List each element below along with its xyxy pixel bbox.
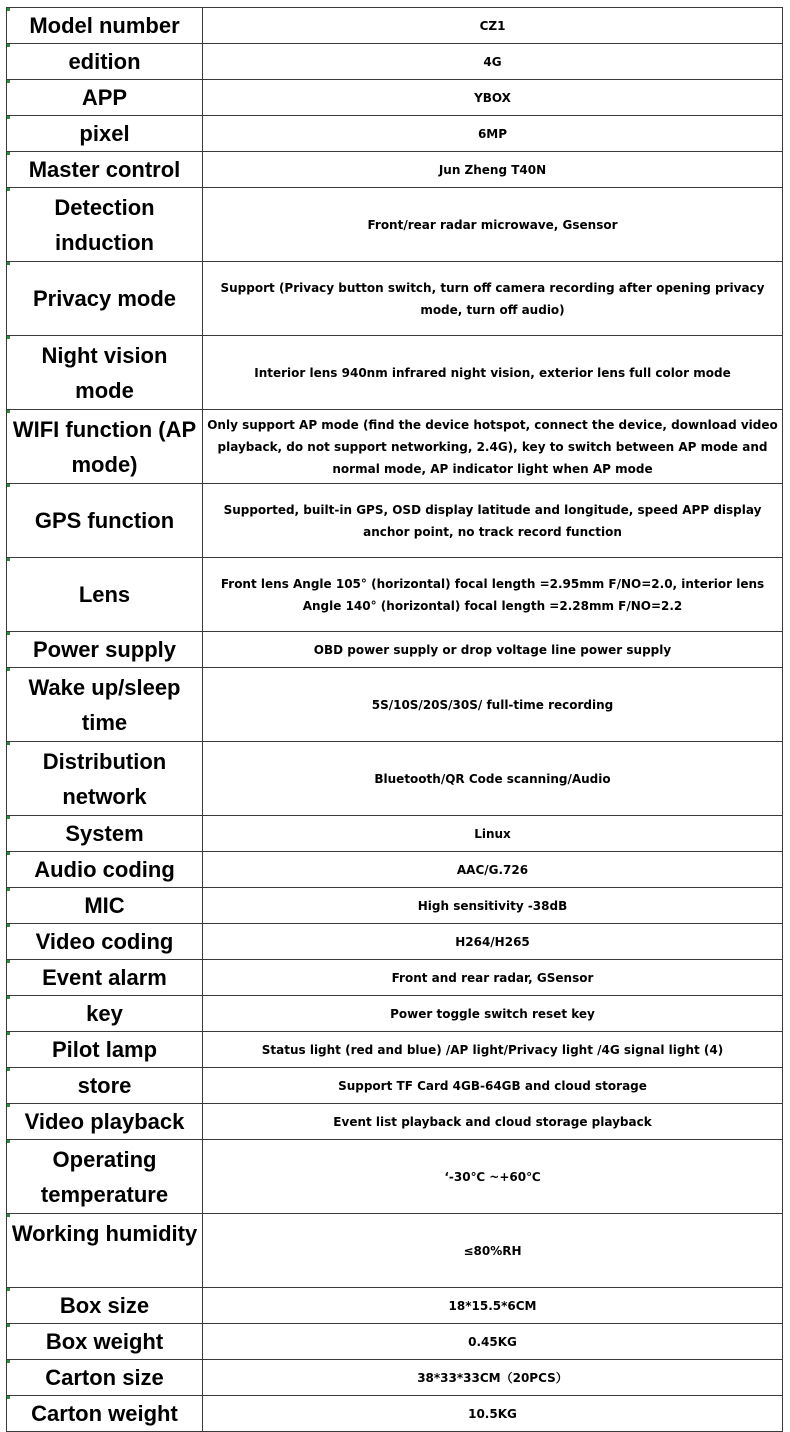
row-value: Status light (red and blue) /AP light/Privacy light /4G signal light (4) [203,1032,783,1068]
row-label: Audio coding [7,852,203,888]
table-row [7,1324,783,1360]
row-value: Front lens Angle 105° (horizontal) focal length =2.95mm F/NO=2.0, interior lens Angle 140° (horizontal) focal length =2.28mm F/NO=2.2 [203,558,783,632]
row-label: GPS function [7,484,203,558]
table-row [7,484,783,558]
table-row [7,8,783,44]
row-label: Carton size [7,1360,203,1396]
table-row [7,960,783,996]
table-row [7,44,783,80]
table-row [7,668,783,742]
row-label: Pilot lamp [7,1032,203,1068]
row-label: Box size [7,1288,203,1324]
row-label: edition [7,44,203,80]
row-label: WIFI function (AP mode) [7,410,203,484]
row-value: ‘-30℃ ~+60℃ [203,1140,783,1214]
row-value: Jun Zheng T40N [203,152,783,188]
row-value: 38*33*33CM（20PCS） [203,1360,783,1396]
table-row [7,1068,783,1104]
row-value: 0.45KG [203,1324,783,1360]
row-value: ≤80%RH [203,1214,783,1288]
row-label: Wake up/sleep time [7,668,203,742]
table-row [7,888,783,924]
row-label: Privacy mode [7,262,203,336]
row-value: Only support AP mode (find the device hotspot, connect the device, download video playback, do not support networking, 2.4G), key to switch between AP mode and normal mode, AP indicator light when AP mode [203,410,783,484]
row-label: Video coding [7,924,203,960]
table-row [7,1032,783,1068]
table-row [7,816,783,852]
row-label: Distribution network [7,742,203,816]
table-row [7,1104,783,1140]
row-value: Front and rear radar, GSensor [203,960,783,996]
table-row [7,1140,783,1214]
table-row [7,152,783,188]
row-label: Power supply [7,632,203,668]
spec-table [6,7,783,1432]
table-row [7,558,783,632]
row-value: Bluetooth/QR Code scanning/Audio [203,742,783,816]
row-value: Support (Privacy button switch, turn off camera recording after opening privacy mode, turn off audio) [203,262,783,336]
row-value: Power toggle switch reset key [203,996,783,1032]
row-value: H264/H265 [203,924,783,960]
table-row [7,924,783,960]
row-label: System [7,816,203,852]
row-label: Video playback [7,1104,203,1140]
row-label: key [7,996,203,1032]
table-row [7,1360,783,1396]
row-label: Operating temperature [7,1140,203,1214]
row-value: 4G [203,44,783,80]
table-row [7,262,783,336]
row-value: CZ1 [203,8,783,44]
table-row [7,996,783,1032]
row-label: Lens [7,558,203,632]
table-row [7,632,783,668]
row-label: APP [7,80,203,116]
row-value: Linux [203,816,783,852]
row-value: Event list playback and cloud storage playback [203,1104,783,1140]
row-value: High sensitivity -38dB [203,888,783,924]
row-value: Front/rear radar microwave, Gsensor [203,188,783,262]
row-value: Support TF Card 4GB-64GB and cloud storage [203,1068,783,1104]
table-row [7,742,783,816]
row-label: Box weight [7,1324,203,1360]
table-row [7,852,783,888]
table-row [7,336,783,410]
row-value: Interior lens 940nm infrared night vision, exterior lens full color mode [203,336,783,410]
row-value: OBD power supply or drop voltage line power supply [203,632,783,668]
table-row [7,188,783,262]
row-label: Event alarm [7,960,203,996]
row-label: Master control [7,152,203,188]
row-value: 5S/10S/20S/30S/ full-time recording [203,668,783,742]
row-label: Model number [7,8,203,44]
row-label: Carton weight [7,1396,203,1432]
table-row [7,80,783,116]
row-value: AAC/G.726 [203,852,783,888]
row-value: Supported, built-in GPS, OSD display latitude and longitude, speed APP display anchor point, no track record function [203,484,783,558]
row-value: 18*15.5*6CM [203,1288,783,1324]
table-row [7,1214,783,1288]
table-row [7,1288,783,1324]
table-row [7,410,783,484]
table-row [7,1396,783,1432]
row-label: MIC [7,888,203,924]
row-value: 6MP [203,116,783,152]
row-label: store [7,1068,203,1104]
row-value: YBOX [203,80,783,116]
row-label: Detection induction [7,188,203,262]
row-label: pixel [7,116,203,152]
row-value: 10.5KG [203,1396,783,1432]
table-row [7,116,783,152]
row-label: Night vision mode [7,336,203,410]
row-label: Working humidity [7,1214,203,1288]
